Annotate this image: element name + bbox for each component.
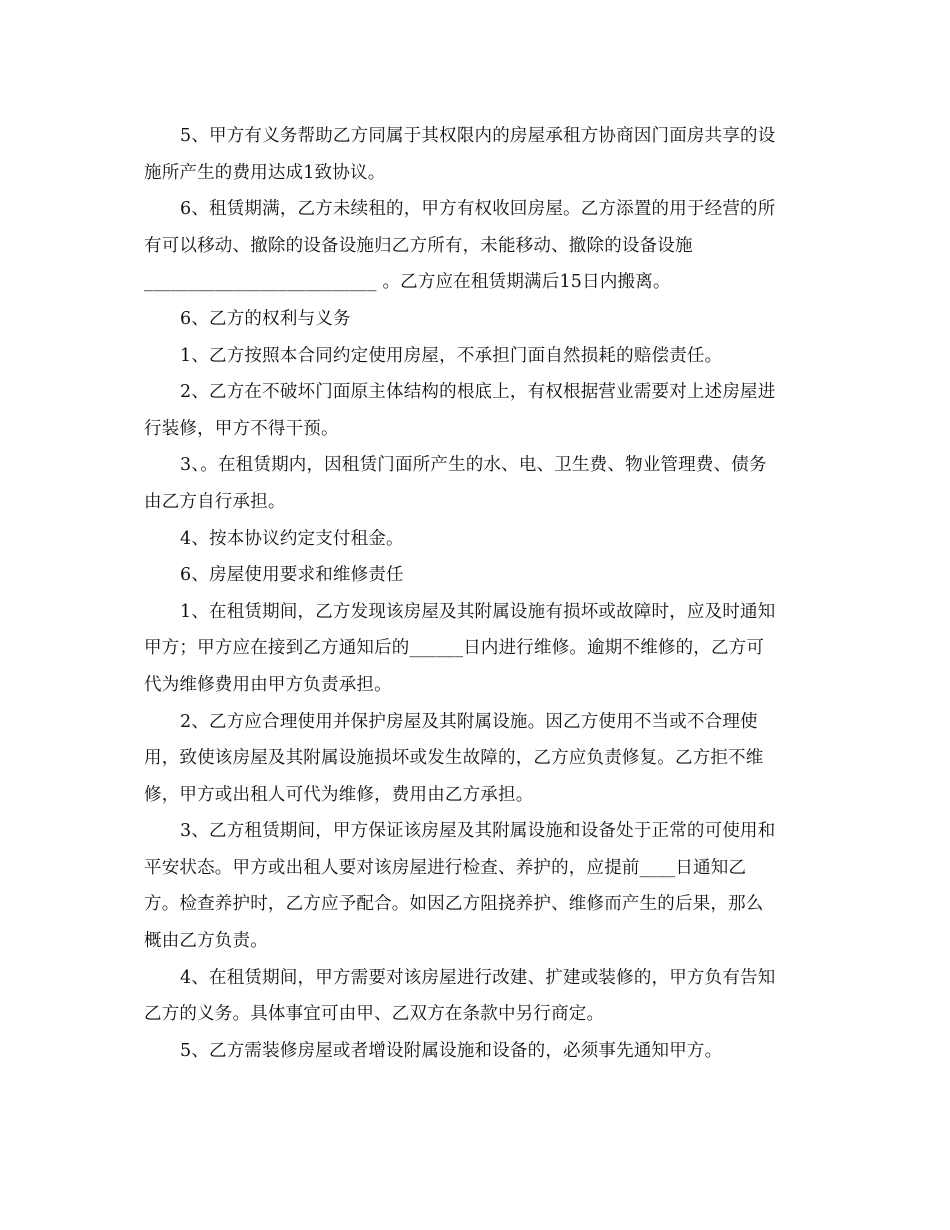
text-line: 1、在租赁期间，乙方发现该房屋及其附属设施有损坏或故障时，应及时通知 — [180, 601, 776, 622]
text-line: 行装修，甲方不得干预。 — [144, 418, 339, 439]
text-line: 施所产生的费用达成1致协议。 — [144, 162, 386, 183]
text-line: 代为维修费用由甲方负责承担。 — [144, 674, 392, 695]
clause-paragraph — [144, 447, 809, 520]
text-line: __________________________ 。乙方应在租赁期满后15日内搬离。 — [144, 272, 671, 293]
text-line: 3、。在租赁期内，因租赁门面所产生的水、电、卫生费、物业管理费、债务 — [180, 455, 767, 476]
text-line: 乙方的义务。具体事宜可由甲、乙双方在条款中另行商定。 — [144, 1004, 605, 1025]
text-line: 由乙方自行承担。 — [144, 491, 286, 512]
text-line: 2、乙方应合理使用并保护房屋及其附属设施。因乙方使用不当或不合理使 — [180, 711, 758, 732]
clause-paragraph — [144, 521, 809, 558]
text-line: 2、乙方在不破坏门面原主体结构的根底上，有权根据营业需要对上述房屋进 — [180, 382, 776, 403]
clause-paragraph — [144, 813, 809, 959]
text-line: 4、在租赁期间，甲方需要对该房屋进行改建、扩建或装修的，甲方负有告知 — [180, 967, 776, 988]
clause-paragraph — [144, 704, 809, 814]
text-line: 甲方；甲方应在接到乙方通知后的______日内进行维修。逾期不维修的，乙方可 — [144, 638, 765, 659]
clause-paragraph — [144, 374, 809, 447]
clause-paragraph — [144, 1033, 809, 1070]
text-line: 3、乙方租赁期间，甲方保证该房屋及其附属设施和设备处于正常的可使用和 — [180, 821, 776, 842]
clause-paragraph — [144, 594, 809, 704]
document-body — [144, 118, 809, 1069]
clause-paragraph — [144, 338, 809, 375]
section-heading — [144, 557, 809, 594]
text-line: 方。检查养护时，乙方应予配合。如因乙方阻挠养护、维修而产生的后果，那么 — [144, 894, 764, 915]
text-line: 6、乙方的权利与义务 — [180, 308, 351, 329]
text-line: 平安状态。甲方或出租人要对该房屋进行检查、养护的，应提前____日通知乙 — [144, 857, 747, 878]
text-line: 6、租赁期满，乙方未续租的，甲方有权收回房屋。乙方添置的用于经营的所 — [180, 199, 776, 220]
text-line: 5、甲方有义务帮助乙方同属于其权限内的房屋承租方协商因门面房共享的设 — [180, 126, 776, 146]
text-line: 概由乙方负责。 — [144, 931, 268, 952]
text-line: 6、房屋使用要求和维修责任 — [180, 565, 404, 586]
text-line: 用，致使该房屋及其附属设施损坏或发生故障的，乙方应负责修复。乙方拒不维 — [144, 748, 764, 769]
section-heading — [144, 301, 809, 338]
text-line: 1、乙方按照本合同约定使用房屋，不承担门面自然损耗的赔偿责任。 — [180, 345, 723, 366]
text-line: 4、按本协议约定支付租金。 — [180, 528, 404, 549]
clause-paragraph — [144, 960, 809, 1033]
clause-paragraph — [144, 118, 809, 191]
text-line: 有可以移动、撤除的设备设施归乙方所有，未能移动、撤除的设备设施 — [144, 235, 693, 256]
text-line: 5、乙方需装修房屋或者增设附属设施和设备的，必须事先通知甲方。 — [180, 1040, 723, 1061]
clause-paragraph — [144, 191, 809, 301]
text-line: 修，甲方或出租人可代为维修，费用由乙方承担。 — [144, 784, 534, 805]
